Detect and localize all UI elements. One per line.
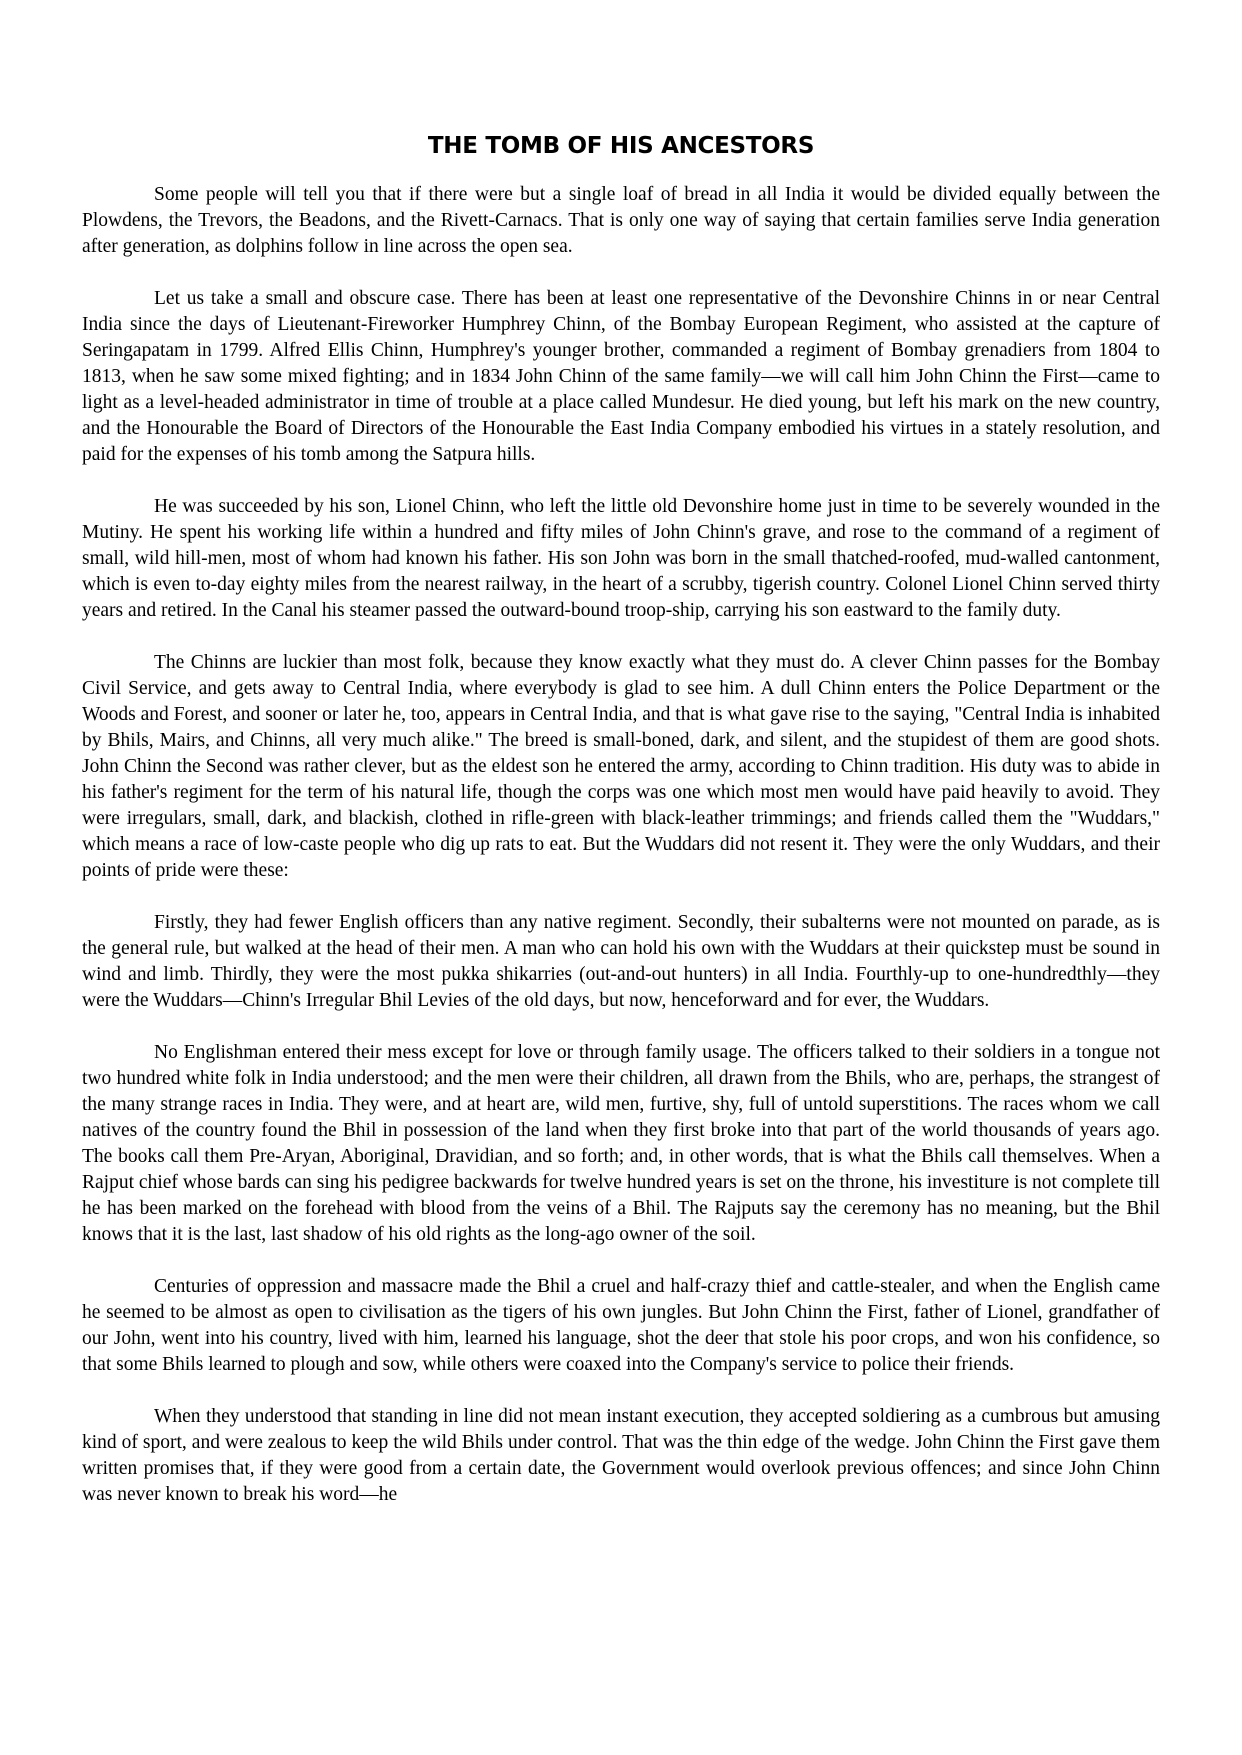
document-page xyxy=(82,128,1160,1534)
paragraph-8: When they understood that standing in line did not mean instant execution, they accepted soldiering as a cumbrous but amusing kind of sport, and were zealous to keep the wild Bhils under control. That was the thin edge of the wedge. John Chinn the First gave them written promises that, if they were good from a certain date, the Government would overlook previous offences; and since John Chinn was never known to break his word—he xyxy=(82,1406,1160,1505)
chapter-title: THE TOMB OF HIS ANCESTORS xyxy=(427,133,815,159)
paragraph-5: Firstly, they had fewer English officers than any native regiment. Secondly, their subalterns were not mounted on parade, as is the general rule, but walked at the head of their men. A man who can hold his own with the Wuddars at their quickstep must be sound in wind and limb. Thirdly, they were the most pukka shikarries (out-and-out hunters) in all India. Fourthly-up to one-hundredthly—they were the Wuddars—Chinn's Irregular Bhil Levies of the old days, but now, henceforward and for ever, the Wuddars. xyxy=(82,912,1160,1011)
paragraph-2: Let us take a small and obscure case. There has been at least one representative of the Devonshire Chinns in or near Central India since the days of Lieutenant-Fireworker Humphrey Chinn, of the Bombay European Regiment, who assisted at the capture of Seringapatam in 1799. Alfred Ellis Chinn, Humphrey's younger brother, commanded a regiment of Bombay grenadiers from 1804 to 1813, when he saw some mixed fighting; and in 1834 John Chinn of the same family—we will call him John Chinn the First—came to light as a level-headed administrator in time of trouble at a place called Mundesur. He died young, but left his mark on the new country, and the Honourable the Board of Directors of the Honourable the East India Company embodied his virtues in a stately resolution, and paid for the expenses of his tomb among the Satpura hills. xyxy=(82,288,1160,465)
paragraph-4: The Chinns are luckier than most folk, because they know exactly what they must do. A clever Chinn passes for the Bombay Civil Service, and gets away to Central India, where everybody is glad to see him. A dull Chinn enters the Police Department or the Woods and Forest, and sooner or later he, too, appears in Central India, and that is what gave rise to the saying, "Central India is inhabited by Bhils, Mairs, and Chinns, all very much alike." The breed is small-boned, dark, and silent, and the stupidest of them are good shots. John Chinn the Second was rather clever, but as the eldest son he entered the army, according to Chinn tradition. His duty was to abide in his father's regiment for the term of his natural life, though the corps was one which most men would have paid heavily to avoid. They were irregulars, small, dark, and blackish, clothed in rifle-green with black-leather trimmings; and friends called them the "Wuddars," which means a race of low-caste people who dig up rats to eat. But the Wuddars did not resent it. They were the only Wuddars, and their points of pride were these: xyxy=(82,652,1160,881)
paragraph-3: He was succeeded by his son, Lionel Chinn, who left the little old Devonshire home just in time to be severely wounded in the Mutiny. He spent his working life within a hundred and fifty miles of John Chinn's grave, and rose to the command of a regiment of small, wild hill-men, most of whom had known his father. His son John was born in the small thatched-roofed, mud-walled cantonment, which is even to-day eighty miles from the nearest railway, in the heart of a scrubby, tigerish country. Colonel Lionel Chinn served thirty years and retired. In the Canal his steamer passed the outward-bound troop-ship, carrying his son eastward to the family duty. xyxy=(82,496,1160,621)
paragraph-7: Centuries of oppression and massacre made the Bhil a cruel and half-crazy thief and cattle-stealer, and when the English came he seemed to be almost as open to civilisation as the tigers of his own jungles. But John Chinn the First, father of Lionel, grandfather of our John, went into his country, lived with him, learned his language, shot the deer that stole his poor crops, and won his confidence, so that some Bhils learned to plough and sow, while others were coaxed into the Company's service to police their friends. xyxy=(82,1276,1160,1375)
paragraph-1: Some people will tell you that if there were but a single loaf of bread in all India it would be divided equally between the Plowdens, the Trevors, the Beadons, and the Rivett-Carnacs. That is only one way of saying that certain families serve India generation after generation, as dolphins follow in line across the open sea. xyxy=(82,184,1160,257)
paragraph-6: No Englishman entered their mess except for love or through family usage. The officers talked to their soldiers in a tongue not two hundred white folk in India understood; and the men were their children, all drawn from the Bhils, who are, perhaps, the strangest of the many strange races in India. They were, and at heart are, wild men, furtive, shy, full of untold superstitions. The races whom we call natives of the country found the Bhil in possession of the land when they first broke into that part of the world thousands of years ago. The books call them Pre-Aryan, Aboriginal, Dravidian, and so forth; and, in other words, that is what the Bhils call themselves. When a Rajput chief whose bards can sing his pedigree backwards for twelve hundred years is set on the throne, his investiture is not complete till he has been marked on the forehead with blood from the veins of a Bhil. The Rajputs say the ceremony has no meaning, but the Bhil knows that it is the last, last shadow of his old rights as the long-ago owner of the soil. xyxy=(82,1042,1160,1245)
